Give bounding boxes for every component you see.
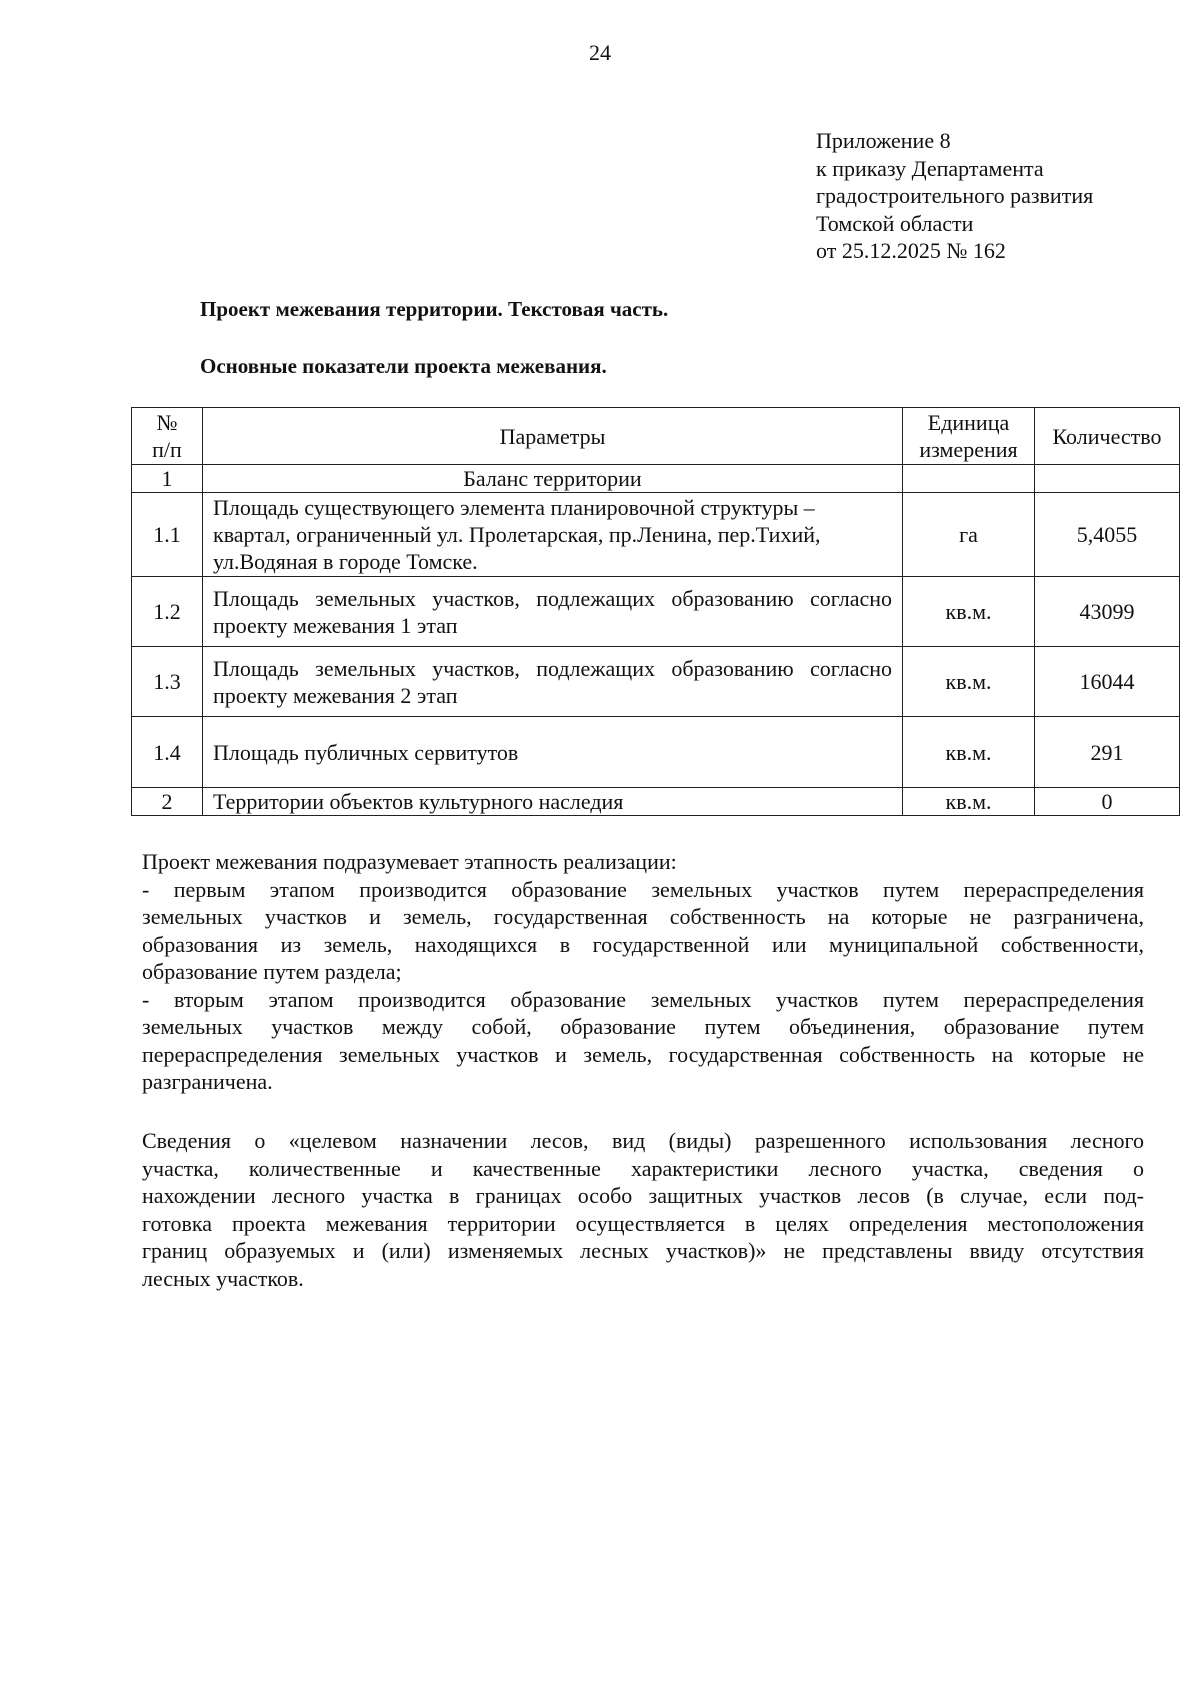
row-quantity: 0 xyxy=(1035,788,1180,816)
row-quantity: 5,4055 xyxy=(1035,493,1180,577)
header-unit-line: Единица xyxy=(927,410,1010,435)
indicators-table xyxy=(131,407,1180,816)
appendix-line: к приказу Департамента xyxy=(816,155,1044,181)
row-unit xyxy=(903,465,1035,493)
header-number-line: п/п xyxy=(152,437,182,462)
appendix-line: Томской области xyxy=(816,210,974,236)
row-number: 1.2 xyxy=(132,577,203,647)
table-row xyxy=(132,577,1180,647)
paragraph-line: - первым этапом производится образование земельных участков путем перераспределения xyxy=(142,876,1144,902)
header-parameters: Параметры xyxy=(203,408,903,465)
paragraph-line: образование путем раздела; xyxy=(142,959,402,984)
row-number: 1.4 xyxy=(132,717,203,788)
row-number: 1.1 xyxy=(132,493,203,577)
paragraph-line: разграничена. xyxy=(142,1069,273,1094)
row-number: 1 xyxy=(132,465,203,493)
header-unit xyxy=(903,408,1035,465)
paragraph-line: Сведения о «целевом назначении лесов, вид (виды) разрешенного использования лесного xyxy=(142,1128,1144,1153)
paragraph-line: перераспределения земельных участков и земель, государственная собственность на которые не xyxy=(142,1041,1144,1067)
document-title: Проект межевания территории. Текстовая часть. xyxy=(200,297,669,321)
paragraph-line: Проект межевания подразумевает этапность реализации: xyxy=(142,849,677,874)
forest-info-paragraph xyxy=(142,1127,1144,1292)
row-number: 1.3 xyxy=(132,647,203,717)
header-number-line: № xyxy=(156,410,178,435)
row-parameter: Баланс территории xyxy=(203,465,903,493)
table-row xyxy=(132,647,1180,717)
page-number: 24 xyxy=(589,40,611,65)
paragraph-line: земельных участков между собой, образование путем объединения, образование путем xyxy=(142,1014,1144,1039)
row-number: 2 xyxy=(132,788,203,816)
paragraph-line: участка, количественные и качественные характеристики лесного участка, сведения о xyxy=(142,1155,1144,1181)
table-row xyxy=(132,493,1180,577)
row-unit: кв.м. xyxy=(903,788,1035,816)
table-row xyxy=(132,465,1180,493)
row-quantity xyxy=(1035,465,1180,493)
paragraph-line: - вторым этапом производится образование земельных участков путем перераспределения xyxy=(142,986,1144,1012)
row-unit: га xyxy=(903,493,1035,577)
row-unit: кв.м. xyxy=(903,577,1035,647)
header-unit-line: измерения xyxy=(919,437,1018,462)
table-row xyxy=(132,717,1180,788)
header-quantity: Количество xyxy=(1035,408,1180,465)
implementation-stages-paragraph xyxy=(142,848,1144,1096)
row-parameter: Площадь земельных участков, подлежащих образованию согласно проекту межевания 1 этап xyxy=(203,577,903,647)
paragraph-line: лесных участков. xyxy=(142,1265,304,1291)
paragraph-line: готовка проекта межевания территории осуществляется в целях определения местоположения xyxy=(142,1210,1144,1236)
paragraph-line: нахождении лесного участка в границах особо защитных участков лесов (в случае, если под- xyxy=(142,1183,1144,1208)
row-parameter: Площадь существующего элемента планировочной структуры – квартал, ограниченный ул. Пролетарская, пр.Ленина, пер.Тихий, ул.Водяная в городе Томске. xyxy=(203,493,903,577)
paragraph-line: образования из земель, находящихся в государственной или муниципальной собственности, xyxy=(142,931,1144,957)
row-quantity: 291 xyxy=(1035,717,1180,788)
table-title: Основные показатели проекта межевания. xyxy=(200,354,607,378)
row-parameter: Площадь земельных участков, подлежащих образованию согласно проекту межевания 2 этап xyxy=(203,647,903,717)
appendix-line: Приложение 8 xyxy=(816,128,951,153)
row-quantity: 16044 xyxy=(1035,647,1180,717)
row-quantity: 43099 xyxy=(1035,577,1180,647)
row-unit: кв.м. xyxy=(903,717,1035,788)
appendix-reference xyxy=(816,127,1093,265)
appendix-line: градостроительного развития xyxy=(816,183,1094,208)
table-row xyxy=(132,788,1180,816)
row-parameter: Территории объектов культурного наследия xyxy=(203,788,903,816)
paragraph-line: земельных участков и земель, государственная собственность на которые не разграничена, xyxy=(142,904,1144,929)
table-header-row xyxy=(132,408,1180,465)
row-unit: кв.м. xyxy=(903,647,1035,717)
appendix-line: от 25.12.2025 № 162 xyxy=(816,238,1006,263)
paragraph-line: границ образуемых и (или) изменяемых лесных участков)» не представлены ввиду отсутствия xyxy=(142,1238,1144,1263)
header-number xyxy=(132,408,203,465)
row-parameter: Площадь публичных сервитутов xyxy=(203,717,903,788)
